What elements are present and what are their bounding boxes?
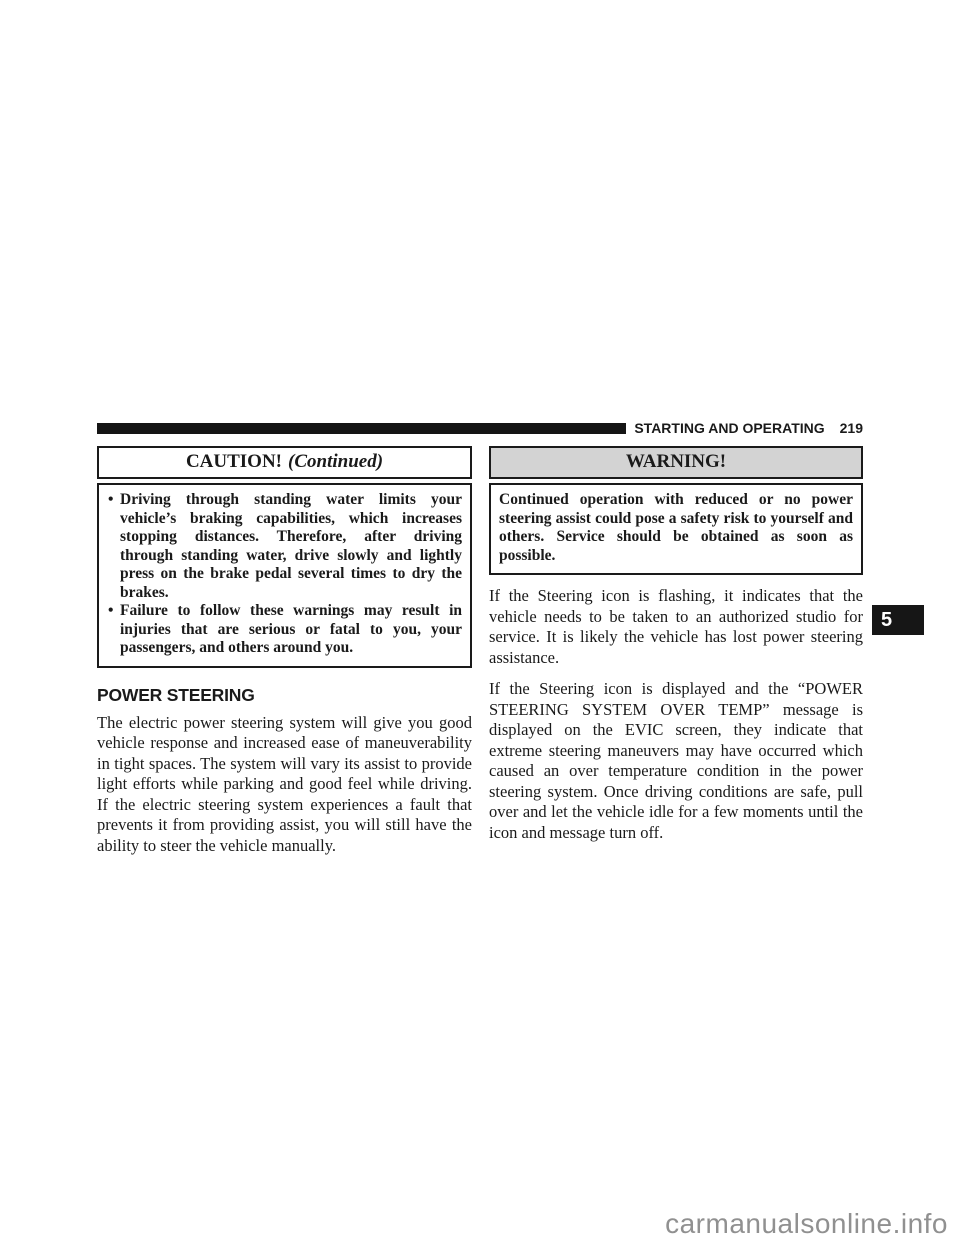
caution-box — [97, 446, 472, 668]
right-column — [489, 446, 863, 843]
watermark: carmanualsonline.info — [665, 1208, 948, 1239]
steering-overtemp-paragraph: If the Steering icon is displayed and the “POWER STEERING SYSTEM OVER TEMP” message is displayed on the EVIC screen, they indicate that extreme steering maneuvers may have occurred which caused an over temperature condition in the power steering system. Once driving conditions are safe, pull over and let the vehicle idle for a few moments until the icon and message turn off. — [489, 679, 863, 842]
warning-box-header — [489, 446, 863, 479]
caution-bullet-failure: • Failure to follow these warnings may result in injuries that are serious or fatal to you, your passengers, and others around you. — [107, 602, 462, 658]
caution-box-body — [97, 483, 472, 668]
chapter-number: 5 — [881, 609, 893, 631]
caution-bullet-list — [107, 491, 462, 658]
warning-title: WARNING! — [625, 451, 727, 472]
section-heading-power-steering: POWER STEERING — [97, 684, 255, 705]
warning-box-body: Continued operation with reduced or no power steering assist could pose a safety risk to yourself and others. Service should be obtained as soon as possible. — [489, 483, 863, 575]
caution-continued-label: (Continued) — [288, 451, 384, 472]
caution-box-header — [97, 446, 472, 479]
running-header — [97, 420, 863, 436]
header-rule — [97, 423, 626, 434]
chapter-tab — [872, 605, 924, 635]
header-title: STARTING AND OPERATING — [634, 420, 825, 436]
caution-bullet-water: • Driving through standing water limits your vehicle’s braking capabilities, which increases stopping distances. Therefore, after driving through standing water, drive slowly and lightly press on the brake pedal several times to dry the brakes. — [107, 491, 462, 602]
caution-title: CAUTION! — [185, 451, 283, 472]
page-number: 219 — [839, 420, 863, 436]
power-steering-paragraph: The electric power steering system will give you good vehicle response and increased ease of maneuverability in tight spaces. The system will vary its assist to provide light efforts while parking and good feel while driving. If the electric steering system experiences a fault that prevents it from providing assist, you will still have the ability to steer the vehicle manually. — [97, 712, 472, 855]
warning-box — [489, 446, 863, 575]
steering-flashing-paragraph: If the Steering icon is flashing, it indicates that the vehicle needs to be taken to an authorized studio for service. It is likely the vehicle has lost power steering assistance. — [489, 586, 863, 667]
left-column — [97, 446, 472, 856]
